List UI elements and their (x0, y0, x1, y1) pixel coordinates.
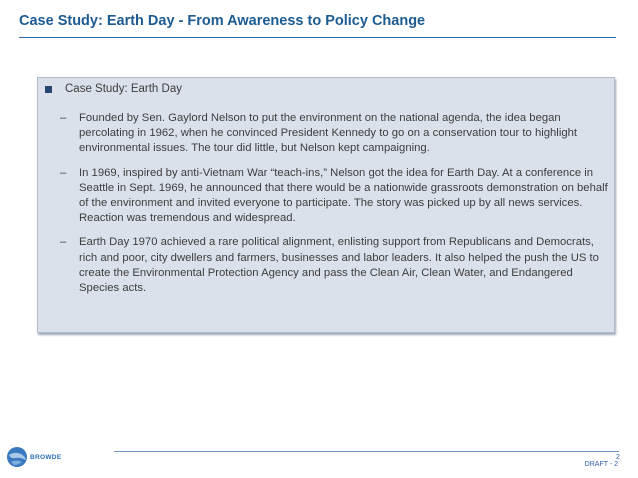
sub-bullet (60, 111, 608, 157)
browde-logo (6, 446, 61, 468)
square-bullet-icon (45, 86, 52, 93)
sub-bullet (60, 166, 608, 227)
main-bullet-text: Case Study: Earth Day (65, 83, 182, 95)
sub-bullet-list (60, 111, 608, 305)
page-number: 2 (616, 454, 620, 461)
footer-divider (114, 451, 619, 452)
dash-bullet-icon: – (60, 166, 67, 179)
sub-bullet (60, 235, 608, 296)
slide-title: Case Study: Earth Day - From Awareness to Policy Change (19, 13, 426, 29)
dash-bullet-icon: – (60, 236, 67, 249)
title-divider (19, 37, 616, 38)
sub-bullet-text: Earth Day 1970 achieved a rare political alignment, enlisting support from Republicans and Democrats, rich and poor, city dwellers and farmers, businesses and labor leaders. It also helped the push the US to create the Environmental Protection Agency and pass the Clean Air, Clean Water, and Endangered Species acts. (79, 236, 599, 295)
sub-bullet-text: In 1969, inspired by anti-Vietnam War “teach-ins,” Nelson got the idea for Earth Day. At a conference in Seattle in Sept. 1969, he announced that there would be a nationwide grassroots demonstration on behalf of the environment and invited everyone to participate. The story was picked up by all news services. Reaction was tremendous and widespread. (79, 166, 608, 225)
globe-icon (6, 446, 28, 468)
main-bullet (45, 83, 182, 95)
draft-label: DRAFT - 2 (584, 461, 618, 468)
logo-text: BROWDE (30, 453, 62, 461)
dash-bullet-icon: – (60, 112, 67, 124)
sub-bullet-text: Founded by Sen. Gaylord Nelson to put the environment on the national agenda, the idea began percolating in 1962, when he convinced President Kennedy to go on a conservation tour to highlight environmental issues. The tour did little, but Nelson kept campaigning. (79, 112, 578, 155)
content-box (37, 77, 615, 333)
